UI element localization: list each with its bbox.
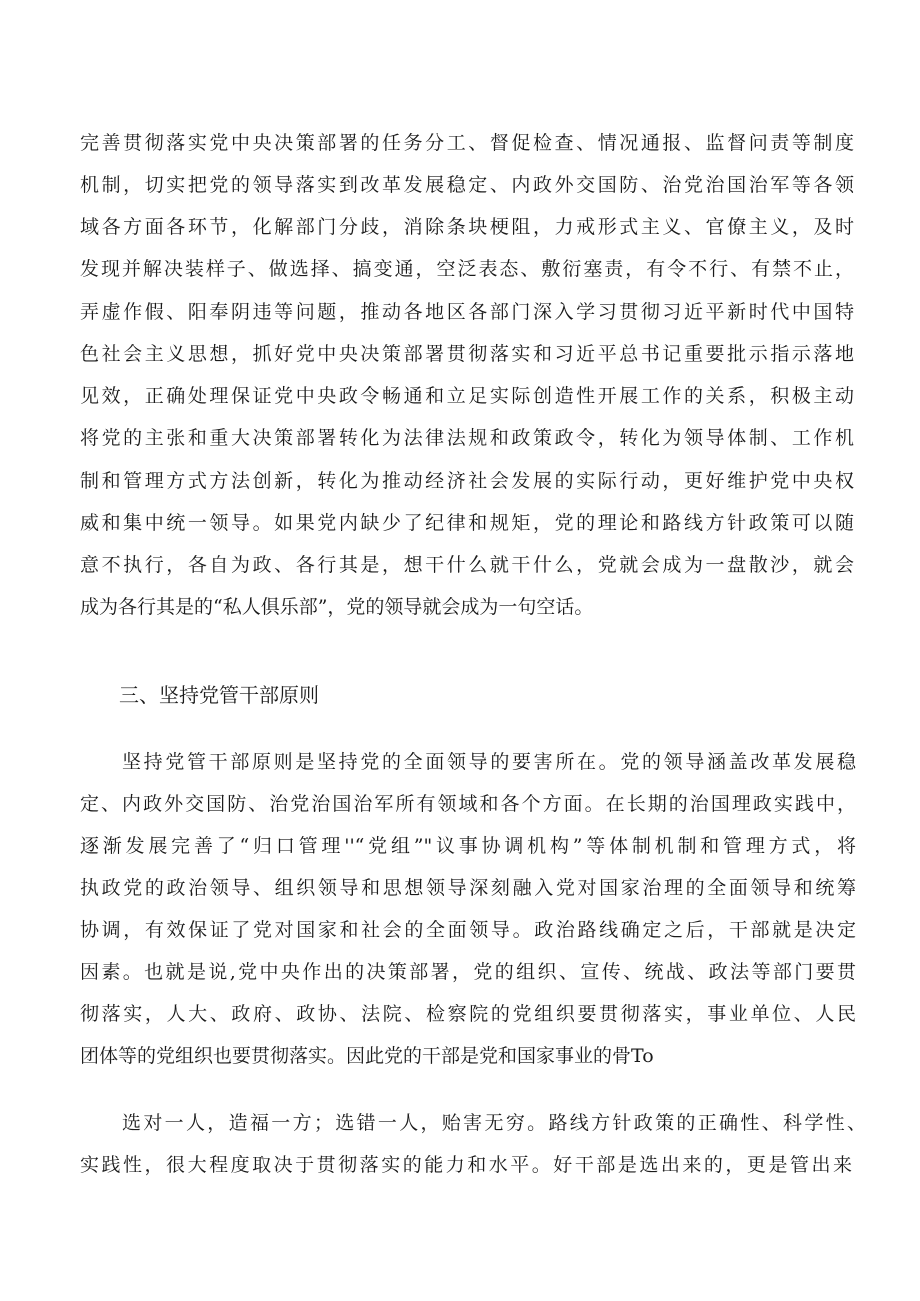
paragraph-1-line: 制和管理方式方法创新，转化为推动经济社会发展的实际行动，更好维护党中央权 [80,470,854,492]
paragraph-2-line: 协调，有效保证了党对国家和社会的全面领导。政治路线确定之后，干部就是决定 [80,919,856,941]
paragraph-3-line: 实践性，很大程度取决于贯彻落实的能力和水平。好干部是选出来的，更是管出来 [80,1154,852,1176]
paragraph-1-line: 成为各行其是的“私人俱乐部”，党的领导就会成为一句空话。 [80,596,594,618]
paragraph-1-line: 发现并解决装样子、做选择、搞变通，空泛表态、敷衍塞责，有令不行、有禁不止， [80,258,854,280]
paragraph-2-line: 因素。也就是说,党中央作出的决策部署，党的组织、宣传、统战、政法等部门要贯 [80,961,856,983]
paragraph-1-line: 意不执行，各自为政、各行其是，想干什么就干什么，党就会成为一盘散沙，就会 [80,554,854,576]
paragraph-2-line: 执政党的政治领导、组织领导和思想领导深刻融入党对国家治理的全面领导和统筹 [80,877,856,899]
paragraph-2-line: 坚持党管干部原则是坚持党的全面领导的要害所在。党的领导涵盖改革发展稳 [122,751,856,773]
section-heading: 三、坚持党管干部原则 [119,683,319,707]
paragraph-2-line: 逐渐发展完善了“归口管理''“党组”"议事协调机构”等体制机制和管理方式，将 [80,835,856,857]
paragraph-1-line: 域各方面各环节，化解部门分歧，消除条块梗阻，力戒形式主义、官僚主义，及时 [80,216,854,238]
paragraph-1-line: 机制，切实把党的领导落实到改革发展稳定、内政外交国防、治党治国治军等各领 [80,174,854,196]
paragraph-1-line: 弄虚作假、阳奉阴违等问题，推动各地区各部门深入学习贯彻习近平新时代中国特 [80,301,854,323]
paragraph-1-line: 威和集中统一领导。如果党内缺少了纪律和规矩，党的理论和路线方针政策可以随 [80,512,854,534]
paragraph-1-line: 将党的主张和重大决策部署转化为法律法规和政策政令，转化为领导体制、工作机 [80,427,854,449]
paragraph-1-line: 见效，正确处理保证党中央政令畅通和立足实际创造性开展工作的关系，积极主动 [80,385,854,407]
paragraph-1-line: 完善贯彻落实党中央决策部署的任务分工、督促检查、情况通报、监督问责等制度 [80,132,854,154]
paragraph-2-line: 彻落实，人大、政府、政协、法院、检察院的党组织要贯彻落实，事业单位、人民 [80,1003,856,1025]
paragraph-2-line: 定、内政外交国防、治党治国治军所有领域和各个方面。在长期的治国理政实践中， [80,793,856,815]
paragraph-3-line: 选对一人，造福一方；选错一人，贻害无穷。路线方针政策的正确性、科学性、 [122,1112,866,1134]
paragraph-2-line: 团体等的党组织也要贯彻落实。因此党的干部是党和国家事业的骨To [80,1045,654,1067]
paragraph-1-line: 色社会主义思想，抓好党中央决策部署贯彻落实和习近平总书记重要批示指示落地 [80,343,854,365]
